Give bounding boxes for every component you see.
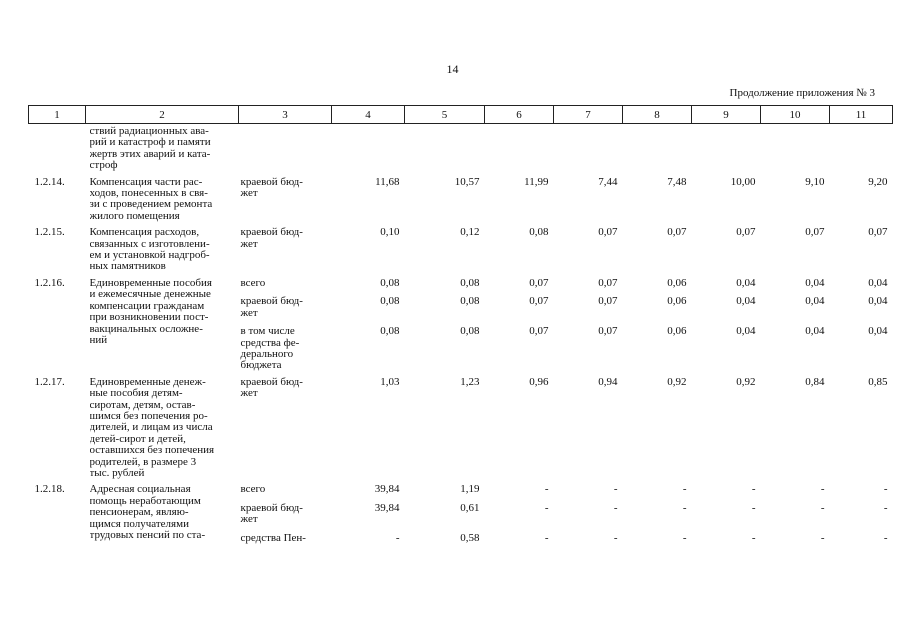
funding-source-item xyxy=(241,377,330,400)
value-column-11 xyxy=(830,372,893,480)
value-cell: 0,61 xyxy=(460,501,480,514)
funding-source-line: краевой бюд- xyxy=(240,295,303,308)
value-column-4 xyxy=(332,124,405,172)
row-name-line: Единовременные пособия xyxy=(89,277,212,289)
column-header-2: 2 xyxy=(86,106,239,124)
value-cell: 10,57 xyxy=(454,175,480,188)
row-name-line: Компенсация части рас- xyxy=(89,176,203,188)
funding-source-line: жет xyxy=(240,237,258,250)
value-cell: 0,96 xyxy=(529,375,549,388)
value-cell: - xyxy=(613,483,618,496)
funding-source-item xyxy=(241,503,330,526)
row-name-line: тыс. рублей xyxy=(89,467,145,479)
row-name-line: Адресная социальная xyxy=(89,484,191,496)
value-cell: - xyxy=(751,483,756,496)
value-cell: 0,04 xyxy=(805,325,825,338)
value-cell: 0,07 xyxy=(736,226,756,239)
row-name-line: щимся получателями xyxy=(89,518,189,530)
value-column-9 xyxy=(692,172,761,223)
value-cell: - xyxy=(682,501,687,514)
funding-source-line: в том числе xyxy=(240,325,295,338)
funding-source-line: жет xyxy=(240,513,258,526)
row-name-line: ных памятников xyxy=(89,261,166,273)
row-name-line: зи с проведением ремонта xyxy=(89,199,213,211)
column-header-6: 6 xyxy=(485,106,554,124)
value-column-7 xyxy=(554,124,623,172)
value-cell: 0,06 xyxy=(667,295,687,308)
row-name-line: помощь неработающим xyxy=(89,495,201,507)
value-cell: 0,07 xyxy=(868,226,888,239)
appendix-continuation-note: Продолжение приложения № 3 xyxy=(729,87,875,99)
value-cell: - xyxy=(883,531,888,544)
value-column-5 xyxy=(405,372,485,480)
value-column-7 xyxy=(554,172,623,223)
row-code: 1.2.17. xyxy=(34,375,65,388)
value-cell: - xyxy=(544,531,549,544)
value-column-5 xyxy=(405,222,485,273)
funding-source-line: краевой бюд- xyxy=(240,175,303,188)
funding-source-line: дерального xyxy=(240,347,294,360)
funding-source-line: бюджета xyxy=(240,359,282,372)
value-column-7 xyxy=(554,479,623,544)
value-cell: 0,07 xyxy=(598,295,618,308)
value-column-9 xyxy=(692,273,761,372)
value-cell: 1,03 xyxy=(380,375,400,388)
value-cell: 0,06 xyxy=(667,325,687,338)
value-cell: 1,19 xyxy=(460,483,480,496)
column-header-8: 8 xyxy=(623,106,692,124)
value-cell: - xyxy=(682,483,687,496)
row-name-line: и ежемесячные денежные xyxy=(89,289,211,301)
value-cell: 0,10 xyxy=(380,226,400,239)
value-cell: 0,08 xyxy=(460,325,480,338)
row-name xyxy=(86,222,239,273)
value-column-7 xyxy=(554,372,623,480)
value-column-6 xyxy=(485,273,554,372)
row-name-line: оставшихся без попечения xyxy=(89,445,215,457)
value-cell: - xyxy=(820,483,825,496)
row-code: 1.2.18. xyxy=(34,483,65,496)
funding-source-line: средства фе- xyxy=(240,336,300,349)
funding-source-item xyxy=(241,533,330,544)
column-header-3: 3 xyxy=(239,106,332,124)
row-name-line: трудовых пенсий по ста- xyxy=(89,530,206,541)
value-column-8 xyxy=(623,124,692,172)
funding-source-line: краевой бюд- xyxy=(240,501,303,514)
value-column-4 xyxy=(332,372,405,480)
value-cell: 0,92 xyxy=(736,375,756,388)
value-column-6 xyxy=(485,372,554,480)
row-name xyxy=(86,172,239,223)
value-cell: 1,23 xyxy=(460,375,480,388)
value-column-10 xyxy=(761,479,830,544)
value-column-5 xyxy=(405,273,485,372)
funding-source-item xyxy=(241,177,330,200)
value-column-6 xyxy=(485,124,554,172)
value-cell: 0,04 xyxy=(805,295,825,308)
column-header-10: 10 xyxy=(761,106,830,124)
row-funding-source xyxy=(239,172,332,223)
column-header-1: 1 xyxy=(29,106,86,124)
value-cell: 11,99 xyxy=(524,175,549,188)
row-name xyxy=(86,124,239,172)
row-name-line: детей-сирот и детей, xyxy=(89,433,186,445)
row-name-line: шимся без попечения ро- xyxy=(89,410,208,422)
page-number: 14 xyxy=(446,62,459,76)
row-funding-source xyxy=(239,124,332,172)
value-cell: 0,08 xyxy=(380,325,400,338)
value-column-7 xyxy=(554,222,623,273)
value-column-9 xyxy=(692,124,761,172)
value-column-5 xyxy=(405,479,485,544)
row-name-line: ходов, понесенных в свя- xyxy=(89,188,208,200)
value-cell: - xyxy=(751,501,756,514)
value-cell: 0,07 xyxy=(598,325,618,338)
value-cell: - xyxy=(883,501,888,514)
value-cell: - xyxy=(613,531,618,544)
column-header-5: 5 xyxy=(405,106,485,124)
row-name-line: ствий радиационных ава- xyxy=(89,126,209,137)
value-column-8 xyxy=(623,372,692,480)
row-code: 1.2.14. xyxy=(34,175,65,188)
row-name-line: родителей, в размере 3 xyxy=(89,456,197,468)
value-cell: 0,04 xyxy=(736,325,756,338)
value-column-8 xyxy=(623,172,692,223)
value-cell: 0,08 xyxy=(380,295,400,308)
value-column-4 xyxy=(332,222,405,273)
value-cell: 0,07 xyxy=(598,226,618,239)
funding-source-line: всего xyxy=(240,483,266,496)
row-name-line: дителей, и лицам из числа xyxy=(89,422,213,434)
value-cell: 0,04 xyxy=(868,325,888,338)
column-header-11: 11 xyxy=(830,106,893,124)
value-column-6 xyxy=(485,172,554,223)
value-column-11 xyxy=(830,479,893,544)
appendix-table xyxy=(28,105,893,544)
funding-source-line: краевой бюд- xyxy=(240,226,303,239)
row-name-line: ные пособия детям- xyxy=(89,388,183,400)
value-cell: 0,92 xyxy=(667,375,687,388)
value-cell: 0,07 xyxy=(598,276,618,289)
value-column-9 xyxy=(692,479,761,544)
row-name-line: вакцинальных осложне- xyxy=(89,323,203,335)
value-cell: 0,04 xyxy=(868,295,888,308)
value-cell: - xyxy=(613,501,618,514)
value-cell: 0,07 xyxy=(667,226,687,239)
row-name xyxy=(86,479,239,544)
funding-source-item xyxy=(241,296,330,319)
value-column-9 xyxy=(692,222,761,273)
value-column-10 xyxy=(761,124,830,172)
value-cell: 0,08 xyxy=(460,295,480,308)
value-column-11 xyxy=(830,222,893,273)
value-column-9 xyxy=(692,372,761,480)
value-cell: - xyxy=(883,483,888,496)
funding-source-line: всего xyxy=(240,276,266,289)
value-cell: 0,58 xyxy=(460,531,480,544)
value-cell: 0,84 xyxy=(805,375,825,388)
table-header-row xyxy=(29,106,893,124)
row-name-line: сиротам, детям, остав- xyxy=(89,399,196,411)
value-cell: 9,20 xyxy=(868,175,888,188)
value-column-5 xyxy=(405,172,485,223)
value-column-4 xyxy=(332,479,405,544)
value-column-10 xyxy=(761,222,830,273)
value-cell: - xyxy=(395,531,400,544)
value-cell: - xyxy=(820,531,825,544)
funding-source-line: жет xyxy=(240,306,258,319)
value-cell: 0,04 xyxy=(736,276,756,289)
value-column-4 xyxy=(332,273,405,372)
value-column-10 xyxy=(761,172,830,223)
value-cell: - xyxy=(544,483,549,496)
value-cell: 0,07 xyxy=(529,325,549,338)
value-cell: - xyxy=(751,531,756,544)
funding-source-line: жет xyxy=(240,187,258,200)
row-name-line: жилого помещения xyxy=(89,210,180,222)
value-cell: 0,04 xyxy=(868,276,888,289)
value-cell: 0,85 xyxy=(868,375,888,388)
column-header-9: 9 xyxy=(692,106,761,124)
column-header-4: 4 xyxy=(332,106,405,124)
value-cell: - xyxy=(682,531,687,544)
table-row xyxy=(29,273,893,372)
row-name-line: строф xyxy=(89,160,118,172)
funding-source-item xyxy=(241,484,330,495)
value-cell: - xyxy=(820,501,825,514)
row-name-line: пенсионерам, являю- xyxy=(89,507,189,519)
value-cell: 0,08 xyxy=(460,276,480,289)
row-name-line: при возникновении пост- xyxy=(89,312,209,324)
row-name-line: ем и установкой надгроб- xyxy=(89,250,210,262)
value-column-4 xyxy=(332,172,405,223)
value-cell: 39,84 xyxy=(374,483,400,496)
value-column-8 xyxy=(623,479,692,544)
funding-source-item xyxy=(241,326,330,372)
row-funding-source xyxy=(239,222,332,273)
row-code xyxy=(29,124,86,172)
row-name-line: компенсации гражданам xyxy=(89,300,205,312)
row-name-line: Компенсация расходов, xyxy=(89,227,200,239)
value-cell: 0,07 xyxy=(529,295,549,308)
value-column-8 xyxy=(623,222,692,273)
value-cell: 0,94 xyxy=(598,375,618,388)
value-cell: 0,08 xyxy=(380,276,400,289)
row-code: 1.2.16. xyxy=(34,276,65,289)
value-column-10 xyxy=(761,273,830,372)
table-row xyxy=(29,172,893,223)
row-funding-source xyxy=(239,273,332,372)
value-cell: 9,10 xyxy=(805,175,825,188)
value-column-11 xyxy=(830,124,893,172)
value-column-11 xyxy=(830,273,893,372)
value-column-6 xyxy=(485,479,554,544)
row-name-line: жертв этих аварий и ката- xyxy=(89,148,211,160)
table-row xyxy=(29,124,893,172)
value-cell: 7,48 xyxy=(667,175,687,188)
value-column-11 xyxy=(830,172,893,223)
row-name xyxy=(86,273,239,372)
funding-source-line: жет xyxy=(240,387,258,400)
value-cell: 0,12 xyxy=(460,226,480,239)
value-cell: 0,07 xyxy=(805,226,825,239)
value-cell: 0,04 xyxy=(805,276,825,289)
row-funding-source xyxy=(239,479,332,544)
value-cell: 39,84 xyxy=(374,501,400,514)
row-name-line: ний xyxy=(89,334,108,346)
value-cell: 7,44 xyxy=(598,175,618,188)
funding-source-line: краевой бюд- xyxy=(240,375,303,388)
table-row xyxy=(29,222,893,273)
column-header-7: 7 xyxy=(554,106,623,124)
funding-source-item xyxy=(241,278,330,289)
value-cell: 0,06 xyxy=(667,276,687,289)
value-column-10 xyxy=(761,372,830,480)
value-cell: 0,07 xyxy=(529,276,549,289)
row-code: 1.2.15. xyxy=(34,226,65,239)
value-column-7 xyxy=(554,273,623,372)
value-column-6 xyxy=(485,222,554,273)
row-name xyxy=(86,372,239,480)
value-column-5 xyxy=(405,124,485,172)
value-column-8 xyxy=(623,273,692,372)
funding-source-item xyxy=(241,227,330,250)
funding-source-line: средства Пен- xyxy=(240,531,306,544)
table-row xyxy=(29,372,893,480)
value-cell: 0,08 xyxy=(529,226,549,239)
row-name-line: рий и катастроф и памяти xyxy=(89,137,211,149)
table-row xyxy=(29,479,893,544)
value-cell: 0,04 xyxy=(736,295,756,308)
value-cell: 11,68 xyxy=(375,175,400,188)
row-funding-source xyxy=(239,372,332,480)
row-name-line: связанных с изготовлени- xyxy=(89,238,210,250)
value-cell: - xyxy=(544,501,549,514)
value-cell: 10,00 xyxy=(730,175,756,188)
row-name-line: Единовременные денеж- xyxy=(89,376,206,388)
